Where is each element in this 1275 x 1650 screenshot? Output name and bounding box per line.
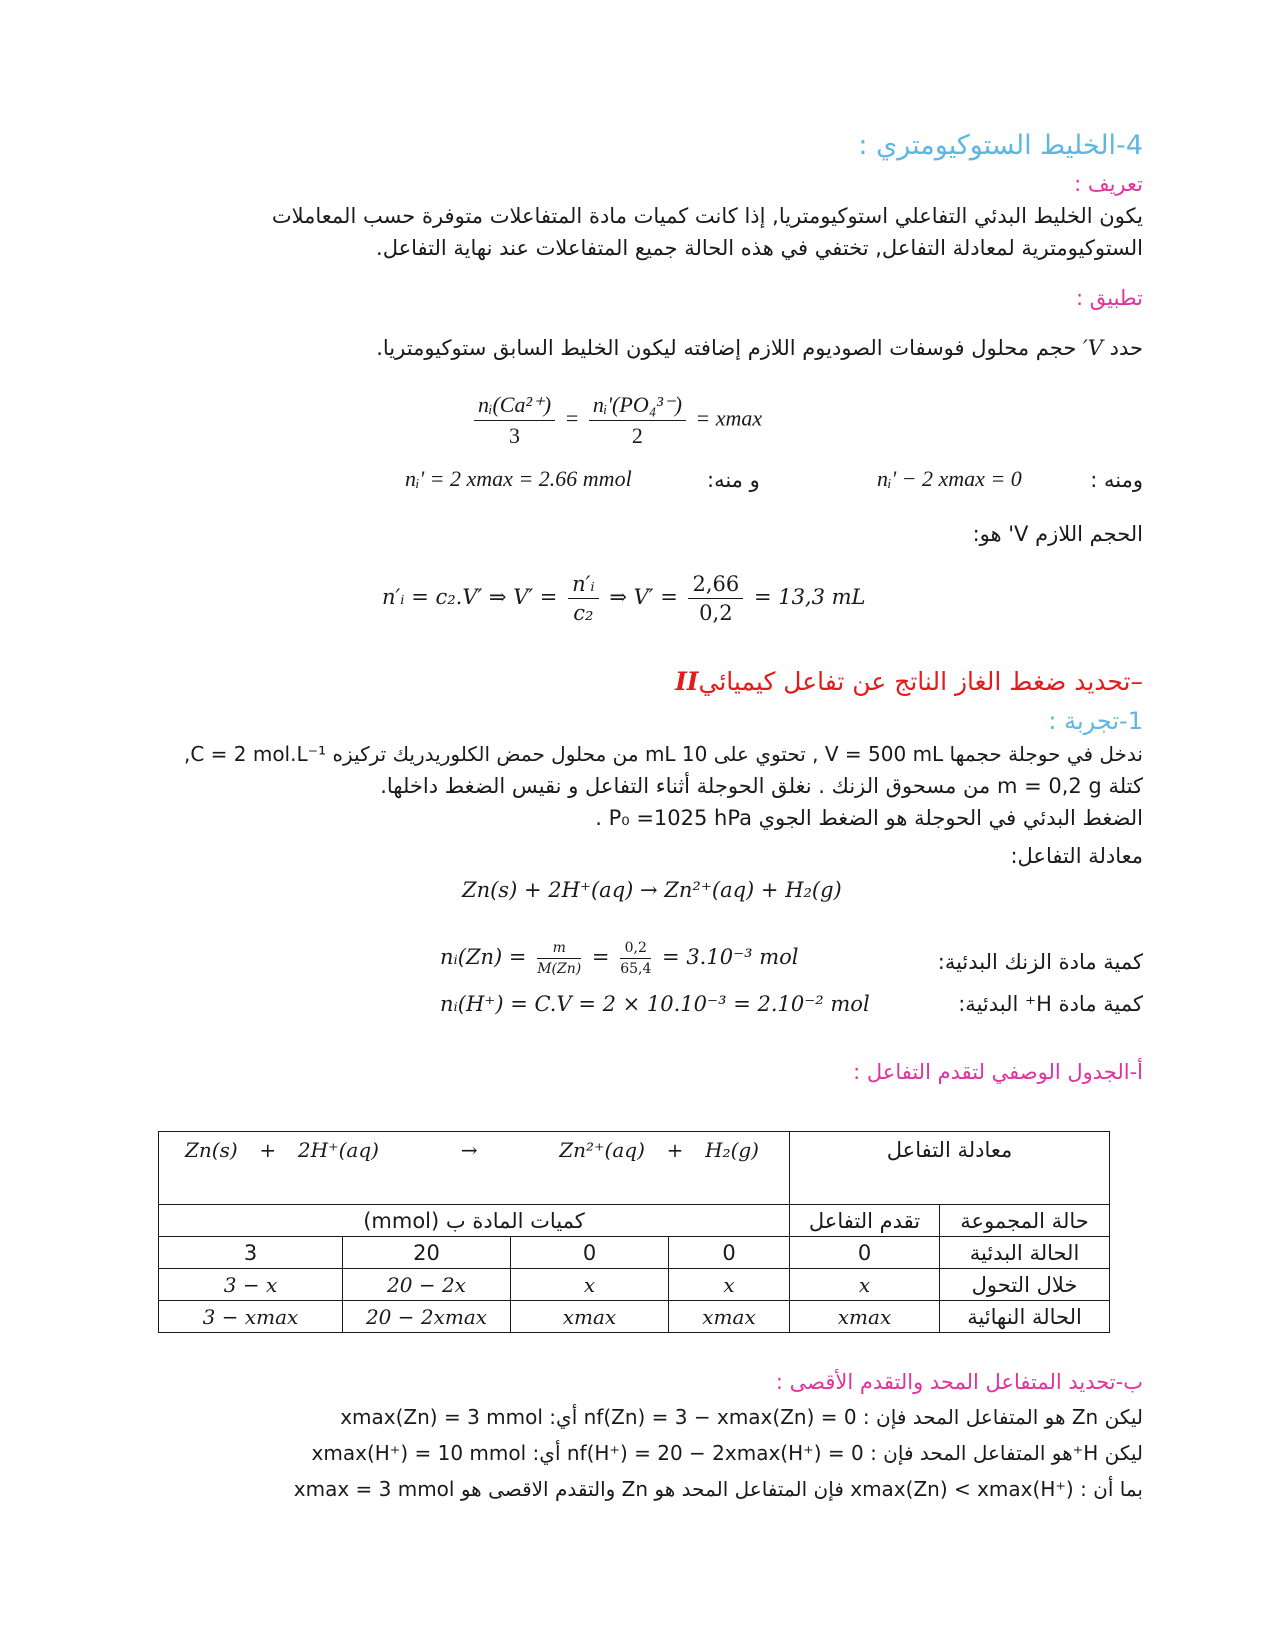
quantities-label-cell: كميات المادة ب (mmol): [159, 1205, 790, 1237]
hence-label: ومنه :: [1090, 468, 1143, 492]
table-title: أ-الجدول الوصفي لتقدم التفاعل :: [853, 1060, 1143, 1084]
equation-volume: n′ᵢ = c₂.V′ ⇒ V′ = $\frac{\text{n′ᵢ}}{\text{c₂}}$ ⇒ V′ = $\frac{2,66}{0,2}$ = 13,3 mL: [382, 572, 866, 625]
table-row: [159, 1269, 1110, 1301]
application-label: تطبيق :: [1075, 286, 1143, 310]
limiting-line-2: ليكن H⁺هو المتفاعل المحد فإن : nf(H⁺) = 20 − 2xmax(H⁺) = 0 أي: xmax(H⁺) = 10 mmol: [311, 1441, 1143, 1465]
volume-label: الحجم اللازم V' هو:: [972, 522, 1143, 546]
section-title-gas-pressure: –تحديد ضغط الغاز الناتج عن تفاعل كيميائيII: [675, 667, 1143, 696]
table-cell: x: [790, 1269, 940, 1301]
table-subheader-row: [159, 1205, 1110, 1237]
table-cell: x: [669, 1269, 790, 1301]
equation-ni-zero: nᵢ' − 2 xmax = 0: [877, 466, 1022, 491]
reaction-header-cell: Zn(s) + 2H⁺(aq) → Zn²⁺(aq) + H₂(g): [159, 1132, 790, 1205]
table-header-row: [159, 1132, 1110, 1205]
table-cell: 20 − 2x: [343, 1269, 511, 1301]
state-label-cell: حالة المجموعة: [940, 1205, 1110, 1237]
and-hence-label: و منه:: [707, 468, 760, 492]
application-text: حدد V′ حجم محلول فوسفات الصوديوم اللازم إضافته ليكون الخليط السابق ستوكيومتريا.: [376, 336, 1143, 360]
table-cell-state: خلال التحول: [940, 1269, 1110, 1301]
table-cell: x: [511, 1269, 669, 1301]
table-cell-state: الحالة النهائية: [940, 1301, 1110, 1333]
equation-label-cell: معادلة التفاعل: [790, 1132, 1110, 1205]
table-cell: 0: [669, 1237, 790, 1269]
definition-line-2: الستوكيومترية لمعادلة التفاعل, تختفي في هذه الحالة جميع المتفاعلات عند نهاية التفاعل.: [376, 236, 1143, 260]
advance-label-cell: تقدم التفاعل: [790, 1205, 940, 1237]
reaction-progress-table: [158, 1131, 1110, 1333]
experiment-line-3: الضغط البدئي في الحوجلة هو الضغط الجوي P₀ =1025 hPa .: [595, 806, 1143, 830]
equation-ni-value: nᵢ' = 2 xmax = 2.66 mmol: [405, 466, 632, 491]
hydrogen-initial-equation: nᵢ(H⁺) = C.V = 2 × 10.10⁻³ = 2.10⁻² mol: [440, 992, 870, 1016]
experiment-line-2: كتلة m = 0,2 g من مسحوق الزنك . نغلق الحوجلة أثناء التفاعل و نقيس الضغط داخلها.: [380, 774, 1143, 798]
experiment-line-1: ندخل في حوجلة حجمها V = 500 mL , تحتوي على 10 mL من محلول حمض الكلوريدريك تركيزه C = 2 mol.L⁻¹,: [183, 742, 1143, 766]
zinc-initial-label: كمية مادة الزنك البدئية:: [937, 950, 1143, 974]
table-cell: 3 − x: [159, 1269, 343, 1301]
section-title-stoichiometric: 4-الخليط الستوكيومتري :: [858, 130, 1143, 161]
table-cell: 3 − xmax: [159, 1301, 343, 1333]
reaction-equation-label: معادلة التفاعل:: [1010, 844, 1143, 868]
limiting-line-3: بما أن : xmax(Zn) < xmax(H⁺) فإن المتفاعل المحد هو Zn والتقدم الاقصى هو xmax = 3 mmol: [293, 1477, 1143, 1501]
definition-line-1: يكون الخليط البدئي التفاعلي استوكيومتريا, إذا كانت كميات مادة المتفاعلات متوفرة حسب المعاملات: [271, 204, 1143, 228]
table-cell: 20: [343, 1237, 511, 1269]
table-cell: 0: [511, 1237, 669, 1269]
table-cell: xmax: [511, 1301, 669, 1333]
table-row: [159, 1301, 1110, 1333]
table-cell-state: الحالة البدئية: [940, 1237, 1110, 1269]
limiting-line-1: ليكن Zn هو المتفاعل المحد فإن : nf(Zn) = 3 − xmax(Zn) = 0 أي: xmax(Zn) = 3 mmol: [340, 1405, 1143, 1429]
table-row: [159, 1237, 1110, 1269]
zinc-initial-equation: nᵢ(Zn) = $\frac{m}{M(Zn)}$ = $\frac{0,2}{65,4}$ = 3.10⁻³ mol: [440, 940, 799, 977]
definition-label: تعريف :: [1074, 172, 1143, 196]
hydrogen-initial-label: كمية مادة H⁺ البدئية:: [958, 992, 1143, 1016]
table-cell: xmax: [790, 1301, 940, 1333]
table-cell: xmax: [669, 1301, 790, 1333]
table-cell: 0: [790, 1237, 940, 1269]
reaction-equation: Zn(s) + 2H⁺(aq) → Zn²⁺(aq) + H₂(g): [462, 878, 842, 902]
table-cell: 3: [159, 1237, 343, 1269]
table-cell: 20 − 2xmax: [343, 1301, 511, 1333]
limiting-title: ب-تحديد المتفاعل المحد والتقدم الأقصى :: [775, 1370, 1143, 1394]
experiment-label: 1-تجربة :: [1048, 707, 1143, 735]
equation-ratio: $\frac{\text{nᵢ(Ca²⁺)}}{3}$ = $\frac{\text{nᵢ'(PO₄³⁻)}}{2}$ = xmax: [470, 392, 762, 449]
